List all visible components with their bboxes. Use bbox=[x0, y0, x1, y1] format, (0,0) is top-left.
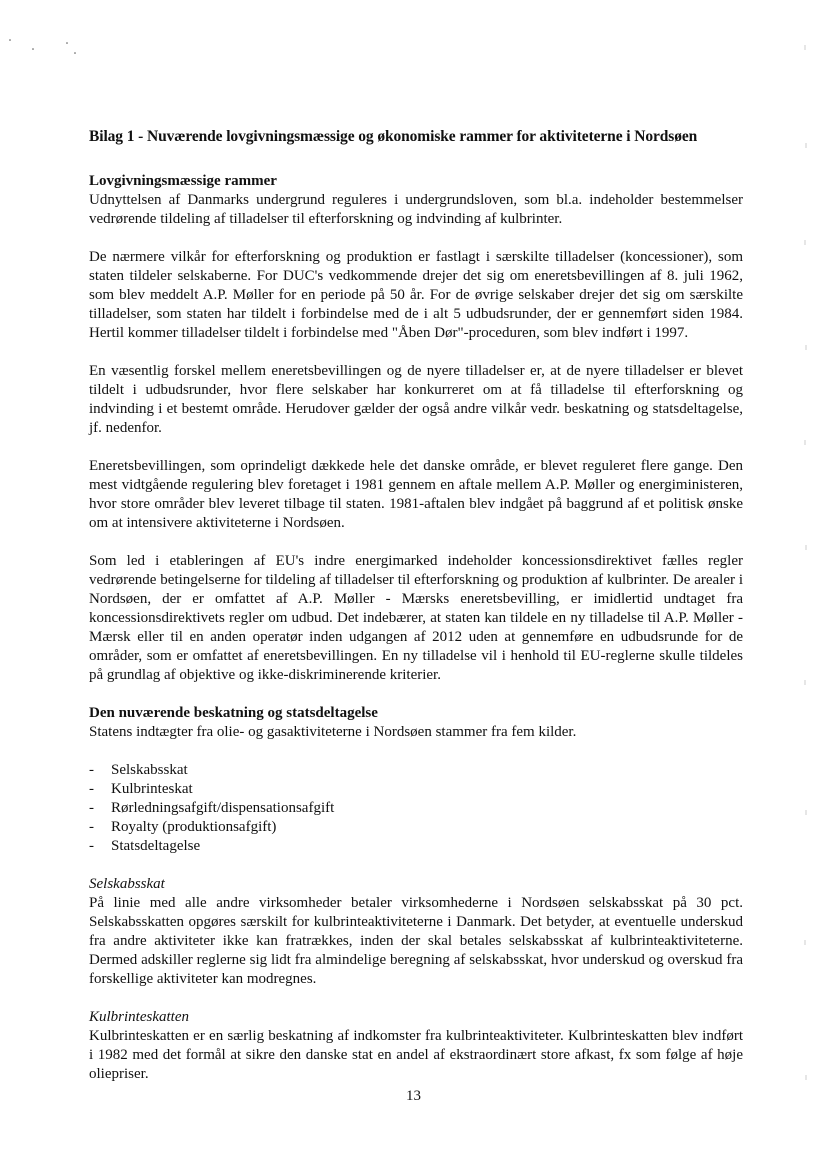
paragraph: Eneretsbevillingen, som oprindeligt dækkede hele det danske område, er blevet reguleret flere gange. Den mest vidtgående regulering blev foretaget i 1981 gennem en aftale mellem A.P. Møller og energiministeren, hvor store områder blev leveret tilbage til staten. 1981-aftalen blev indgået på baggrund af et politisk ønske om at intensivere aktiviteterne i Nordsøen. bbox=[89, 458, 743, 531]
section-heading-legal: Lovgivningsmæssige rammer bbox=[89, 173, 277, 189]
paragraph: På linie med alle andre virksomheder betaler virksomhederne i Nordsøen selskabsskat på 30 pct. Selskabsskatten opgøres særskilt for kulbrinteaktiviteterne i Danmark. Det betyder, at eventuelle underskud fra andre aktiviteter ikke kan fratrækkes, inden der skal betales selskabsskat af kulbrinteaktiviteterne. Dermed adskiller reglerne sig lidt fra almindelige beregning af selskabsskat, hvor underskud og overskud fra forskellige aktiviteter kan modregnes. bbox=[89, 895, 743, 987]
section-heading-corporate-tax: Selskabsskat bbox=[89, 876, 165, 892]
section-legal-framework bbox=[89, 172, 743, 685]
paragraph: En væsentlig forskel mellem eneretsbevillingen og de nyere tilladelser er, at de nyere tilladelser er blevet tildelt i udbudsrunder, hvor flere selskaber har konkurreret om at få tilladelse til efterforskning og indvinding i et bestemt område. Herudover gælder der også andre vilkår vedr. beskatning og statsdeltagelse, jf. nedenfor. bbox=[89, 363, 743, 436]
list-item: - Rørledningsafgift/dispensationsafgift bbox=[89, 799, 743, 818]
revenue-source-list bbox=[89, 761, 743, 856]
paragraph: Udnyttelsen af Danmarks undergrund reguleres i undergrundsloven, som bl.a. indeholder bestemmelser vedrørende tildeling af tilladelser til efterforskning og indvinding af kulbrinter. bbox=[89, 192, 743, 227]
list-item: - Statsdeltagelse bbox=[89, 837, 743, 856]
paragraph: De nærmere vilkår for efterforskning og produktion er fastlagt i særskilte tilladelser (koncessioner), som staten tildeler selskaberne. For DUC's vedkommende drejer det sig om eneretsbevillingen af 8. juli 1962, som blev meddelt A.P. Møller for en periode på 50 år. For de øvrige selskaber drejer det sig om særskilte tilladelser, som staten har tildelt i forbindelse med de i alt 5 udbudsrunder, der er gennemført siden 1984. Hertil kommer tilladelser tildelt i forbindelse med "Åben Dør"-proceduren, som blev indført i 1997. bbox=[89, 249, 743, 341]
section-hydrocarbon-tax bbox=[89, 1008, 743, 1084]
section-corporate-tax bbox=[89, 875, 743, 989]
section-heading-hydrocarbon-tax: Kulbrinteskatten bbox=[89, 1009, 189, 1025]
document-title: Bilag 1 - Nuværende lovgivningsmæssige og økonomiske rammer for aktiviteterne i Nordsøen bbox=[89, 128, 698, 145]
list-item: - Selskabsskat bbox=[89, 761, 743, 780]
section-heading-taxation: Den nuværende beskatning og statsdeltagelse bbox=[89, 705, 378, 721]
paragraph: Statens indtægter fra olie- og gasaktiviteterne i Nordsøen stammer fra fem kilder. bbox=[89, 724, 577, 740]
paragraph: Kulbrinteskatten er en særlig beskatning af indkomster fra kulbrinteaktiviteter. Kulbrinteskatten blev indført i 1982 med det formål at sikre den danske stat en andel af ekstraordinært store afkast, fx som følge af høje oliepriser. bbox=[89, 1028, 743, 1082]
list-item: - Royalty (produktionsafgift) bbox=[89, 818, 743, 837]
list-item: - Kulbrinteskat bbox=[89, 780, 743, 799]
paragraph: Som led i etableringen af EU's indre energimarked indeholder koncessionsdirektivet fælles regler vedrørende betingelserne for tildeling af tilladelser til efterforskning og produktion af kulbrinter. De arealer i Nordsøen, der er omfattet af A.P. Møller - Mærsks eneretsbevilling, er imidlertid undtaget fra koncessionsdirektivets regler om udbud. Det indebærer, at staten kan tildele en ny tilladelse til A.P. Møller - Mærsk eller til en anden operatør inden udgangen af 2012 uden at gennemføre en udbudsrunde for de områder, som er omfattet af eneretsbevillingen. En ny tilladelse vil i henhold til EU-reglerne skulle tildeles på grundlag af objektive og ikke-diskriminerende kriterier. bbox=[89, 553, 743, 683]
section-taxation bbox=[89, 704, 743, 856]
page-number: 13 bbox=[406, 1088, 421, 1104]
document-page bbox=[89, 128, 743, 1103]
